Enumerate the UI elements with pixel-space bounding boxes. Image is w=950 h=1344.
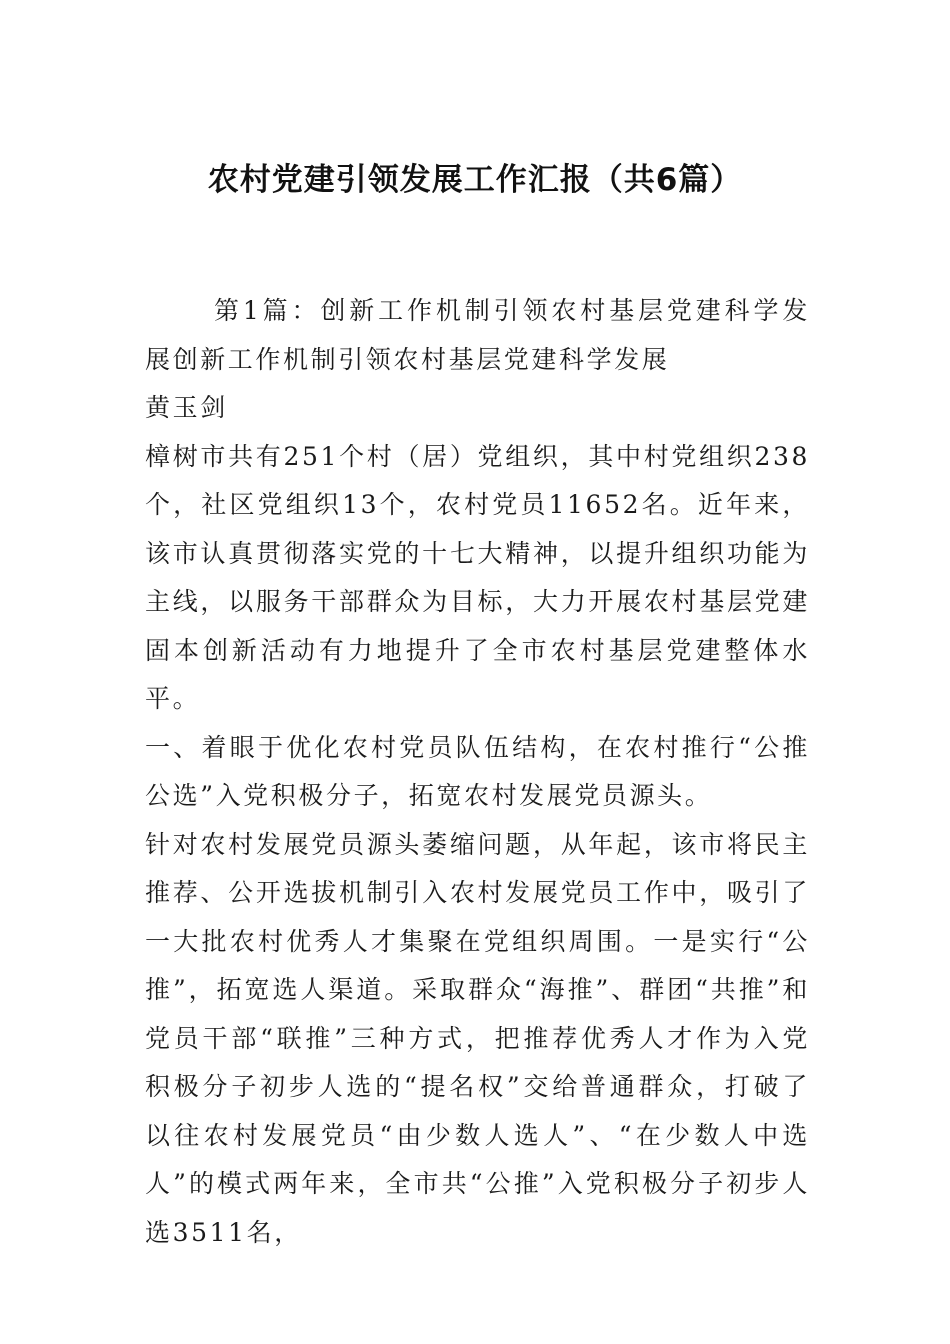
- paragraph-section-one-body: 针对农村发展党员源头萎缩问题，从年起，该市将民主推荐、公开选拔机制引入农村发展党员工作中，吸引了一大批农村优秀人才集聚在党组织周围。一是实行“公推”，拓宽选人渠道。采取群众“海推”、群团“共推”和党员干部“联推”三种方式，把推荐优秀人才作为入党积极分子初步人选的“提名权”交给普通群众，打破了以往农村发展党员“由少数人选人”、“在少数人中选人”的模式两年来，全市共“公推”入党积极分子初步人选3511名，: [145, 829, 810, 1247]
- document-title: 农村党建引领发展工作汇报（共6篇）: [207, 162, 743, 198]
- paragraph-chapter-heading: 第1篇：创新工作机制引领农村基层党建科学发展创新工作机制引领农村基层党建科学发展: [145, 296, 810, 374]
- paragraph-overview: 樟树市共有251个村（居）党组织，其中村党组织238个，社区党组织13个，农村党员11652名。近年来，该市认真贯彻落实党的十七大精神，以提升组织功能为主线，以服务干部群众为目标，大力开展农村基层党建固本创新活动有力地提升了全市农村基层党建整体水平。: [145, 441, 810, 713]
- document-body: [145, 287, 810, 1257]
- paragraph-author: 黄玉剑: [145, 393, 228, 422]
- paragraph-section-one-heading: 一、着眼于优化农村党员队伍结构，在农村推行“公推公选”入党积极分子，拓宽农村发展党员源头。: [145, 732, 810, 810]
